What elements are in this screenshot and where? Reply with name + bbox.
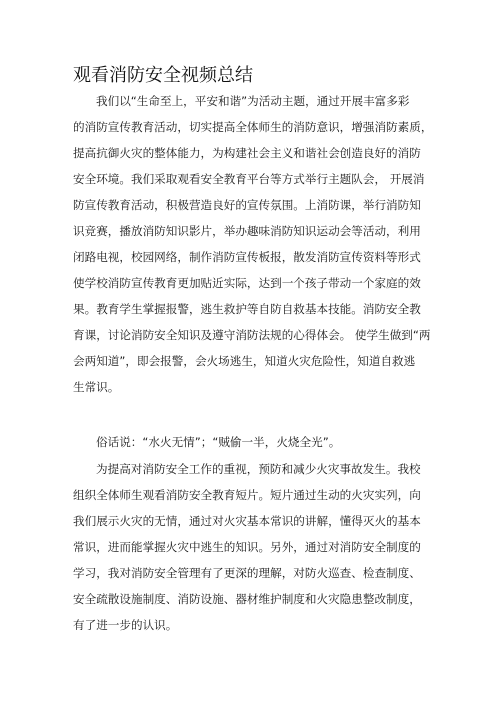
paragraph-line: 组织全体师生观看消防安全教育短片。短片通过生动的火灾实列，向 xyxy=(73,488,421,502)
paragraph-line: 有了进一步的认识。 xyxy=(73,618,178,632)
paragraph-line: 常识，进而能掌握火灾中逃生的知识。另外，通过对消防安全制度的 xyxy=(73,540,421,554)
paragraph-line: 生常识。 xyxy=(73,380,120,394)
paragraph-line: 学习，我对消防安全管理有了更深的理解，对防火巡查、检查制度、 xyxy=(73,566,421,580)
paragraph-line: 的消防宣传教育活动，切实提高全体师生的消防意识，增强消防素质， xyxy=(73,120,433,134)
paragraph-line: 防宣传教育活动，积极营造良好的宣传氛围。上消防课，举行消防知 xyxy=(73,198,421,212)
paragraph-line: 安全疏散设施制度、消防设施、器材维护制度和火灾隐患整改制度， xyxy=(73,592,421,606)
paragraph-line: 为提高对消防安全工作的重视，预防和减少火灾事故发生。我校 xyxy=(96,462,421,476)
paragraph-line: 识竞赛，播放消防知识影片，举办趣味消防知识运动会等活动，利用 xyxy=(73,224,421,238)
paragraph-line: 会两知道”，即会报警，会火场逃生，知道火灾危险性，知道自救逃 xyxy=(73,354,416,368)
paragraph-line: 安全环境。我们采取观看安全教育平台等方式举行主题队会， 开展消 xyxy=(73,172,425,186)
paragraph-line: 俗话说：“水火无情”；“贼偷一半，火烧全光”。 xyxy=(96,435,341,449)
paragraph-line: 我们展示火灾的无情，通过对火灾基本常识的讲解，懂得灭火的基本 xyxy=(73,514,421,528)
document-title: 观看消防安全视频总结 xyxy=(73,65,253,86)
paragraph-line: 育课，讨论消防安全知识及遵守消防法规的心得体会。 使学生做到“两 xyxy=(73,328,431,342)
paragraph-line: 闭路电视，校园网络，制作消防宣传板报，散发消防宣传资料等形式 xyxy=(73,250,421,264)
paragraph-line: 使学校消防宣传教育更加贴近实际，达到一个孩子带动一个家庭的效 xyxy=(73,276,421,290)
paragraph-line: 果。教育学生掌握报警，逃生救护等自防自救基本技能。消防安全教 xyxy=(73,302,421,316)
paragraph-line: 提高抗御火灾的整体能力，为构建社会主义和谐社会创造良好的消防 xyxy=(73,146,421,160)
paragraph-line: 我们以“生命至上，平安和谐”为活动主题，通过开展丰富多彩 xyxy=(96,94,410,108)
